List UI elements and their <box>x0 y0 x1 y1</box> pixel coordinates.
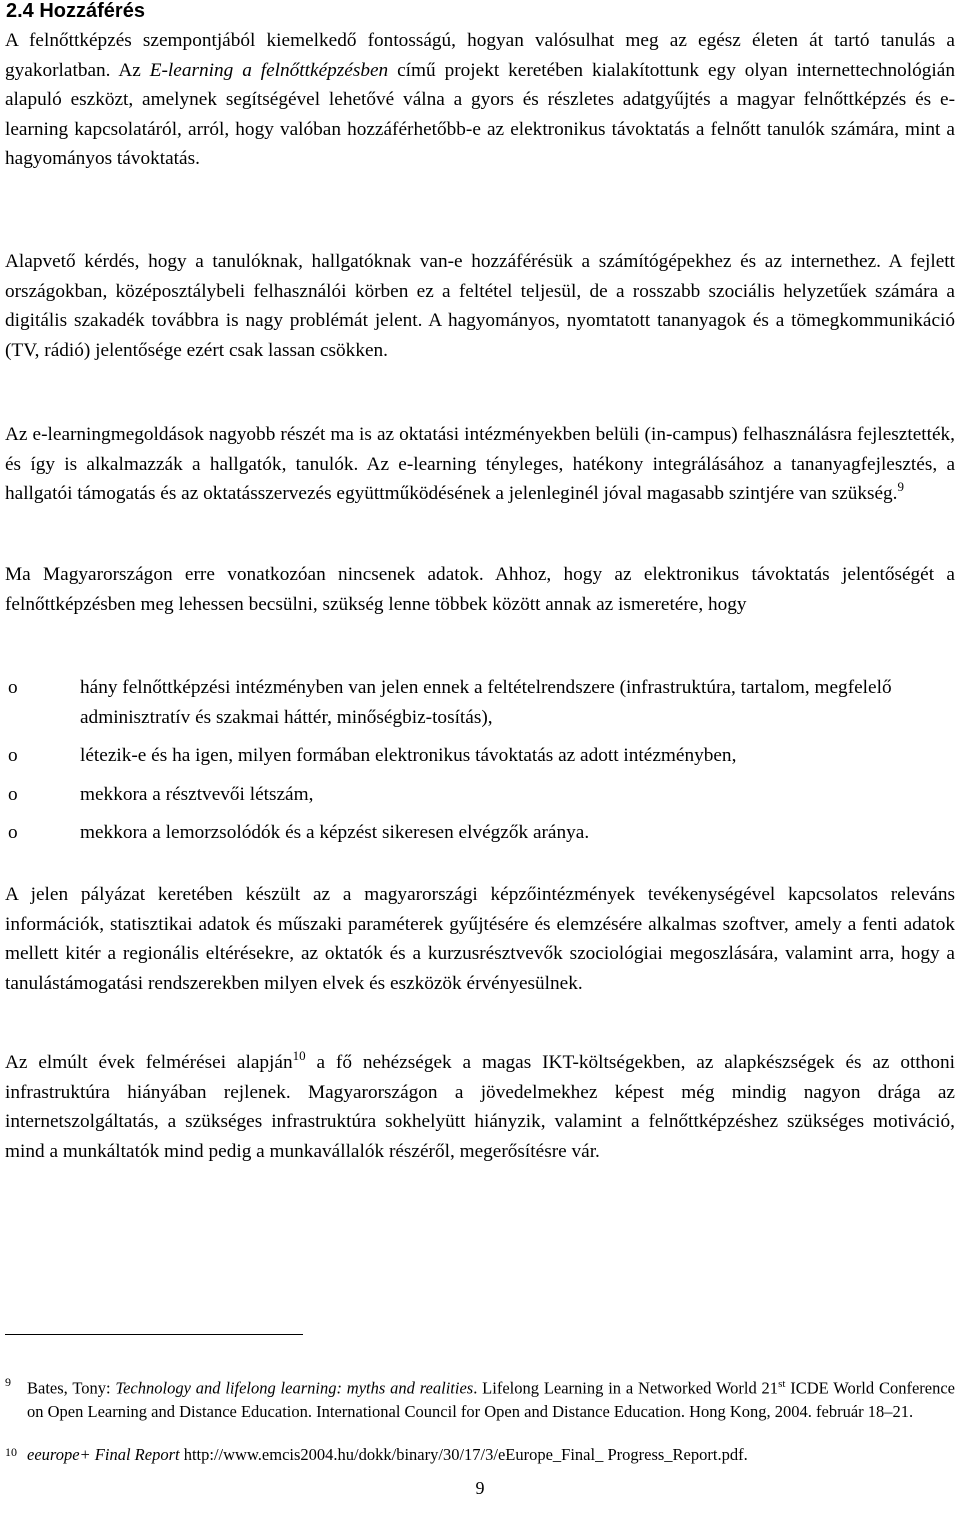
ordinal-suffix: st <box>778 1378 786 1390</box>
footnote-ref-9[interactable]: 9 <box>897 479 905 495</box>
paragraph-difficulties <box>5 1048 955 1166</box>
bullet-marker: o <box>8 745 18 767</box>
list-item-text: létezik-e és ha igen, milyen formában elektronikus távoktatás az adott intézményben, <box>80 745 737 767</box>
footnote-text <box>27 1443 955 1466</box>
paragraph-text: Az elmúlt évek felmérései alapján <box>5 1052 293 1073</box>
footnote-title: Technology and lifelong learning: myths and realities <box>115 1378 474 1398</box>
list-item-text: mekkora a résztvevői létszám, <box>80 783 314 805</box>
footnote-rest: ICDE World Conference on Open Learning and Distance Education. International Council for Open and Distance Education. Hong Kong, 2004. február 18–21. <box>27 1378 955 1421</box>
footnote-9 <box>5 1373 955 1423</box>
footnote-author: Bates, Tony: <box>27 1378 116 1398</box>
footnote-10 <box>5 1443 955 1466</box>
project-title: E-learning a felnőttképzésben <box>149 59 389 81</box>
list-item <box>5 818 955 848</box>
list-item <box>5 673 955 732</box>
list-item <box>5 780 955 810</box>
bullet-marker: o <box>8 783 18 805</box>
footnote-number: 9 <box>5 1375 11 1389</box>
paragraph-text: című projekt keretében kialakítottunk egy olyan internettechnológián alapuló eszközt, amelynek segítségével lehetővé válna a gyors és részletes adatgyűjtés a magyar felnőttképzés és e-learning kapcsolatáról, arról, hogy valóban hozzáférhetőbb-e az elektronikus távoktatás a felnőtt tanulók számára, mint a hagyományos távoktatás. <box>5 59 955 170</box>
list-item <box>5 741 955 771</box>
footnote-text <box>27 1373 955 1423</box>
paragraph-intro <box>5 26 955 174</box>
footnote-url: http://www.emcis2004.hu/dokk/binary/30/17/3/eEurope_Final_ Progress_Report.pdf. <box>179 1445 748 1464</box>
question-list <box>5 673 955 857</box>
paragraph-text: Az e-learningmegoldások nagyobb részét ma is az oktatási intézményekben belüli (in-campus) felhasználásra fejlesztették, és így is alkalmazzák a hallgatók, tanulók. Az e-learning tényleges, hatékony integrálásához a tananyagfejlesztés, a hallgatói támogatás és az oktatásszervezés együttműködésének a jelenleginél jóval magasabb szintjére van szükség. <box>5 424 955 505</box>
list-item-text: mekkora a lemorzsolódók és a képzést sikeresen elvégzők aránya. <box>80 822 590 844</box>
paragraph-access: Alapvető kérdés, hogy a tanulóknak, hallgatóknak van-e hozzáférésük a számítógépekhez és az internethez. A fejlett országokban, középosztálybeli felhasználói körben ez a feltétel teljesül, de a rosszabb szociális helyzetűek számára a digitális szakadék továbbra is nagy problémát jelent. A hagyományos, nyomtatott tananyagok és a tömegkommunikáció (TV, rádió) jelentősége ezért csak lassan csökken. <box>5 251 955 361</box>
paragraph-text: a fő nehézségek a magas IKT-költségekben, az alapkészségek és az otthoni infrastruktúra hiányában rejlenek. Magyarországon a jövedelmekhez képest még mindig nagyon drága az internetszolgáltatás, a szükséges infrastruktúra sokhelyütt hiányzik, valamint a felnőttképzéshez szükséges motiváció, mind a munkáltatók mind pedig a munkavállalók részéről, megerősítésre vár. <box>5 1052 955 1162</box>
paragraph-text: A felnőttképzés szempontjából kiemelkedő fontosságú, hogyan valósulhat meg az egész életen át tartó tanulás a gyakorlatban. Az <box>5 30 955 81</box>
paragraph-hungary: Ma Magyarországon erre vonatkozóan nincsenek adatok. Ahhoz, hogy az elektronikus távoktatás jelentőségét a felnőttképzésben meg lehessen becsülni, szükség lenne többek között annak az ismeretére, hogy <box>5 564 955 615</box>
bullet-marker: o <box>8 822 18 844</box>
bullet-marker: o <box>8 677 18 698</box>
footnote-number: 10 <box>5 1445 17 1459</box>
list-item-text: hány felnőttképzési intézményben van jelen ennek a feltételrendszere (infrastruktúra, tartalom, megfelelő adminisztratív és szakmai háttér, minőségbiz-tosítás), <box>80 677 892 728</box>
footnote-divider <box>5 1334 303 1335</box>
section-heading: 2.4 Hozzáférés <box>6 0 145 22</box>
footnote-title: eeurope+ Final Report <box>27 1445 180 1464</box>
paragraph-elearning <box>5 420 955 509</box>
paragraph-software: A jelen pályázat keretében készült az a magyarországi képzőintézmények tevékenységével kapcsolatos releváns információk, statisztikai adatok és műszaki paraméterek gyűjtésére és elemzésére alkalmas szoftver, amely a fenti adatok mellett kitér a regionális eltérésekre, az oktatók és a kurzusrésztvevők szociológiai megoszlására, valamint arra, hogy a tanulástámogatási rendszerekben milyen elvek és eszközök érvényesülnek. <box>5 884 955 994</box>
footnote-rest: . Lifelong Learning in a Networked World 21 <box>473 1378 779 1398</box>
page-number: 9 <box>475 1478 485 1498</box>
footnote-ref-10[interactable]: 10 <box>292 1048 306 1063</box>
